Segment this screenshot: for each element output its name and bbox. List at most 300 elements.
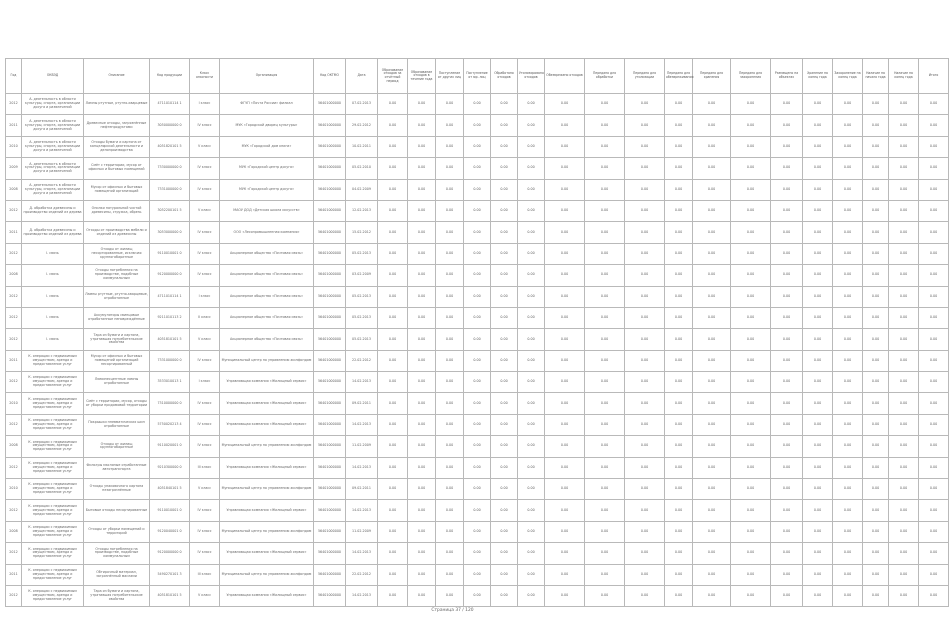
- cell-value: 0.00: [518, 479, 545, 500]
- column-header: Организация: [220, 59, 314, 94]
- cell-value: 0.00: [625, 286, 665, 307]
- table-header-row: [6, 59, 949, 94]
- cell-value: 0.00: [625, 350, 665, 371]
- cell-value: 0.00: [863, 521, 889, 542]
- cell-org: МАОУ ДОД «Детская школа искусств»: [220, 200, 314, 221]
- cell-value: 0.00: [771, 543, 803, 564]
- cell-value: 0.00: [464, 457, 491, 478]
- cell-okved: К. операции с недвижимым имуществом, аренда и предоставление услуг: [22, 436, 84, 457]
- cell-okved: К. операции с недвижимым имуществом, аренда и предоставление услуг: [22, 500, 84, 521]
- column-header: Передано для захоронения: [731, 59, 771, 94]
- cell-value: 0.00: [545, 585, 585, 606]
- cell-oktmo: 56401000000: [314, 564, 346, 585]
- cell-value: 0.00: [408, 329, 436, 350]
- table-row: [6, 307, 949, 328]
- cell-value: 0.00: [491, 179, 518, 200]
- cell-value: 0.00: [518, 543, 545, 564]
- cell-value: 0.00: [491, 521, 518, 542]
- cell-value: 0.00: [545, 243, 585, 264]
- cell-value: 0.00: [863, 543, 889, 564]
- cell-oktmo: 56401000000: [314, 350, 346, 371]
- cell-oktmo: 56401000000: [314, 500, 346, 521]
- cell-value: 0.00: [408, 414, 436, 435]
- cell-value: 0.00: [464, 136, 491, 157]
- cell-value: 0.00: [545, 500, 585, 521]
- cell-value: 0.00: [665, 543, 693, 564]
- cell-value: 0.00: [919, 179, 949, 200]
- cell-value: 0.00: [863, 585, 889, 606]
- cell-value: 0.00: [491, 500, 518, 521]
- cell-date: 29.02.2012: [346, 115, 378, 136]
- cell-code: 4051820101 5: [150, 136, 190, 157]
- cell-hazard: IV класс: [190, 115, 220, 136]
- cell-hazard: V класс: [190, 329, 220, 350]
- cell-year: 2010: [6, 479, 22, 500]
- cell-value: 0.00: [408, 265, 436, 286]
- cell-value: 0.00: [585, 158, 625, 179]
- cell-date: 15.02.2012: [346, 222, 378, 243]
- cell-oktmo: 56401000000: [314, 265, 346, 286]
- table-row: [6, 94, 949, 115]
- cell-value: 0.00: [731, 136, 771, 157]
- cell-value: 0.00: [665, 158, 693, 179]
- cell-value: 0.00: [585, 393, 625, 414]
- cell-value: 0.00: [518, 222, 545, 243]
- cell-value: 0.00: [378, 393, 408, 414]
- cell-value: 0.00: [889, 158, 919, 179]
- cell-value: 0.00: [731, 115, 771, 136]
- cell-org: Муниципальный центр по управлению жилфондом: [220, 521, 314, 542]
- cell-value: 0.00: [693, 179, 731, 200]
- cell-code: 4711010114 1: [150, 286, 190, 307]
- cell-value: 0.00: [625, 307, 665, 328]
- cell-value: 0.00: [408, 115, 436, 136]
- cell-value: 0.00: [693, 200, 731, 221]
- column-header: Поступление от юр. лиц: [464, 59, 491, 94]
- cell-value: 0.00: [625, 329, 665, 350]
- cell-value: 0.00: [625, 543, 665, 564]
- cell-okved: Д. обработка древесины и производство изделий из дерева: [22, 200, 84, 221]
- cell-value: 0.00: [378, 265, 408, 286]
- cell-oktmo: 56401000000: [314, 158, 346, 179]
- cell-code: 9210300000 0: [150, 457, 190, 478]
- cell-value: 0.00: [408, 94, 436, 115]
- cell-value: 0.00: [863, 479, 889, 500]
- cell-value: 0.00: [803, 564, 833, 585]
- cell-value: 0.00: [585, 243, 625, 264]
- cell-value: 0.00: [833, 521, 863, 542]
- cell-value: 0.00: [919, 243, 949, 264]
- cell-value: 0.00: [803, 479, 833, 500]
- cell-value: 0.00: [863, 179, 889, 200]
- cell-value: 0.00: [436, 286, 464, 307]
- cell-value: 0.00: [464, 500, 491, 521]
- cell-org: Муниципальный центр по управлению жилфондом: [220, 479, 314, 500]
- column-header: ОКВЭД: [22, 59, 84, 94]
- column-header: Код ОКТМО: [314, 59, 346, 94]
- cell-code: 3053000000 0: [150, 222, 190, 243]
- cell-value: 0.00: [464, 521, 491, 542]
- cell-value: 0.00: [833, 543, 863, 564]
- cell-okved: I. связь: [22, 265, 84, 286]
- table-row: [6, 543, 949, 564]
- cell-value: 0.00: [833, 307, 863, 328]
- cell-value: 0.00: [833, 222, 863, 243]
- table-row: [6, 158, 949, 179]
- cell-value: 0.00: [889, 414, 919, 435]
- cell-value: 0.00: [545, 265, 585, 286]
- cell-value: 0.00: [378, 414, 408, 435]
- cell-value: 0.00: [464, 543, 491, 564]
- cell-value: 0.00: [803, 372, 833, 393]
- table-row: [6, 243, 949, 264]
- cell-value: 0.00: [436, 372, 464, 393]
- column-header: Передано для обработки: [585, 59, 625, 94]
- cell-value: 0.00: [833, 200, 863, 221]
- cell-code: 9110010001 0: [150, 243, 190, 264]
- cell-value: 0.00: [408, 521, 436, 542]
- cell-value: 0.00: [771, 372, 803, 393]
- cell-value: 0.00: [491, 457, 518, 478]
- cell-value: 0.00: [518, 136, 545, 157]
- cell-value: 0.00: [863, 265, 889, 286]
- cell-okved: А. деятельность в области культуры, спорта, организации досуга и развлечений: [22, 94, 84, 115]
- cell-value: 0.00: [464, 265, 491, 286]
- column-header: Обезврежено отходов: [545, 59, 585, 94]
- cell-okved: I. связь: [22, 286, 84, 307]
- cell-value: 0.00: [665, 200, 693, 221]
- cell-year: 2008: [6, 436, 22, 457]
- cell-value: 0.00: [378, 479, 408, 500]
- cell-value: 0.00: [889, 479, 919, 500]
- cell-value: 0.00: [464, 329, 491, 350]
- cell-value: 0.00: [408, 350, 436, 371]
- column-header: Поступление от других лиц: [436, 59, 464, 94]
- cell-value: 0.00: [408, 222, 436, 243]
- cell-value: 0.00: [585, 479, 625, 500]
- cell-value: 0.00: [436, 457, 464, 478]
- cell-value: 0.00: [665, 393, 693, 414]
- cell-value: 0.00: [464, 243, 491, 264]
- cell-value: 0.00: [585, 543, 625, 564]
- cell-value: 0.00: [803, 500, 833, 521]
- cell-org: Управляющая компания «Жилищный сервис»: [220, 500, 314, 521]
- cell-value: 0.00: [731, 265, 771, 286]
- column-header: Образование отходов за отчётный период: [378, 59, 408, 94]
- cell-value: 0.00: [803, 329, 833, 350]
- cell-value: 0.00: [803, 436, 833, 457]
- cell-code: 3052200101 5: [150, 200, 190, 221]
- cell-value: 0.00: [378, 243, 408, 264]
- cell-value: 0.00: [833, 414, 863, 435]
- cell-value: 0.00: [585, 564, 625, 585]
- cell-value: 0.00: [585, 200, 625, 221]
- cell-value: 0.00: [693, 521, 731, 542]
- cell-hazard: V класс: [190, 200, 220, 221]
- cell-value: 0.00: [545, 179, 585, 200]
- column-header: Обработано отходов: [491, 59, 518, 94]
- cell-value: 0.00: [491, 94, 518, 115]
- cell-value: 0.00: [408, 372, 436, 393]
- cell-value: 0.00: [491, 564, 518, 585]
- cell-value: 0.00: [833, 243, 863, 264]
- cell-value: 0.00: [436, 479, 464, 500]
- column-header: Итого: [919, 59, 949, 94]
- cell-value: 0.00: [491, 136, 518, 157]
- cell-value: 0.00: [625, 457, 665, 478]
- cell-value: 0.00: [625, 94, 665, 115]
- cell-value: 0.00: [665, 564, 693, 585]
- cell-value: 0.00: [889, 243, 919, 264]
- cell-date: 22.02.2012: [346, 350, 378, 371]
- cell-value: 0.00: [693, 479, 731, 500]
- cell-year: 2012: [6, 200, 22, 221]
- cell-value: 0.00: [919, 350, 949, 371]
- cell-value: 0.00: [863, 200, 889, 221]
- cell-value: 0.00: [665, 457, 693, 478]
- cell-value: 0.00: [665, 115, 693, 136]
- cell-value: 0.00: [863, 414, 889, 435]
- cell-value: 0.00: [889, 329, 919, 350]
- cell-hazard: V класс: [190, 585, 220, 606]
- cell-hazard: II класс: [190, 307, 220, 328]
- column-header: Передано для утилизации: [625, 59, 665, 94]
- cell-value: 0.00: [378, 564, 408, 585]
- cell-value: 0.00: [863, 372, 889, 393]
- cell-oktmo: 56401000000: [314, 94, 346, 115]
- cell-value: 0.00: [491, 436, 518, 457]
- cell-value: 0.00: [625, 158, 665, 179]
- cell-code: 4051810101 5: [150, 329, 190, 350]
- cell-value: 0.00: [693, 372, 731, 393]
- cell-year: 2012: [6, 372, 22, 393]
- cell-okved: К. операции с недвижимым имуществом, аренда и предоставление услуг: [22, 372, 84, 393]
- cell-value: 0.00: [408, 393, 436, 414]
- cell-value: 0.00: [731, 521, 771, 542]
- cell-value: 0.00: [665, 136, 693, 157]
- cell-value: 0.00: [518, 286, 545, 307]
- cell-code: 7330000000 0: [150, 158, 190, 179]
- cell-value: 0.00: [491, 158, 518, 179]
- cell-value: 0.00: [919, 500, 949, 521]
- cell-okved: Д. обработка древесины и производство изделий из дерева: [22, 222, 84, 243]
- cell-org: Акционерное общество «Почтовая связь»: [220, 286, 314, 307]
- cell-date: 14.02.2013: [346, 543, 378, 564]
- cell-value: 0.00: [771, 286, 803, 307]
- cell-value: 0.00: [464, 564, 491, 585]
- cell-year: 2012: [6, 414, 22, 435]
- column-header: Класс опасности: [190, 59, 220, 94]
- table-row: [6, 521, 949, 542]
- cell-desc: Смёт с территории, мусор от офисных и бытовых помещений: [84, 158, 150, 179]
- cell-date: 11.02.2009: [346, 521, 378, 542]
- cell-value: 0.00: [585, 136, 625, 157]
- cell-value: 0.00: [731, 222, 771, 243]
- cell-value: 0.00: [545, 158, 585, 179]
- cell-value: 0.00: [693, 457, 731, 478]
- cell-date: 05.02.2013: [346, 286, 378, 307]
- table-row: [6, 179, 949, 200]
- cell-value: 0.00: [833, 179, 863, 200]
- cell-value: 0.00: [731, 286, 771, 307]
- cell-date: 11.02.2009: [346, 436, 378, 457]
- waste-report-table: [5, 58, 949, 607]
- cell-value: 0.00: [771, 393, 803, 414]
- cell-value: 0.00: [863, 457, 889, 478]
- cell-value: 0.00: [771, 200, 803, 221]
- cell-value: 0.00: [625, 115, 665, 136]
- cell-value: 0.00: [408, 200, 436, 221]
- cell-code: 4711010114 1: [150, 94, 190, 115]
- cell-value: 0.00: [833, 564, 863, 585]
- cell-date: 14.02.2013: [346, 372, 378, 393]
- cell-value: 0.00: [408, 158, 436, 179]
- cell-year: 2011: [6, 350, 22, 371]
- cell-value: 0.00: [731, 500, 771, 521]
- cell-value: 0.00: [436, 500, 464, 521]
- cell-value: 0.00: [833, 286, 863, 307]
- cell-desc: Лампы ртутные, ртутно-кварцевые: [84, 94, 150, 115]
- cell-code: 4051810101 5: [150, 585, 190, 606]
- cell-desc: Отходы от производства мебели и изделий из древесины: [84, 222, 150, 243]
- cell-value: 0.00: [545, 457, 585, 478]
- cell-value: 0.00: [436, 564, 464, 585]
- cell-value: 0.00: [408, 500, 436, 521]
- cell-value: 0.00: [731, 307, 771, 328]
- cell-okved: К. операции с недвижимым имуществом, аренда и предоставление услуг: [22, 521, 84, 542]
- cell-year: 2012: [6, 457, 22, 478]
- cell-value: 0.00: [378, 115, 408, 136]
- cell-value: 0.00: [731, 329, 771, 350]
- cell-value: 0.00: [408, 585, 436, 606]
- cell-value: 0.00: [771, 243, 803, 264]
- cell-value: 0.00: [665, 243, 693, 264]
- cell-value: 0.00: [518, 243, 545, 264]
- cell-value: 0.00: [803, 243, 833, 264]
- cell-hazard: IV класс: [190, 179, 220, 200]
- cell-value: 0.00: [803, 94, 833, 115]
- cell-okved: I. связь: [22, 307, 84, 328]
- cell-value: 0.00: [833, 136, 863, 157]
- cell-value: 0.00: [731, 393, 771, 414]
- cell-value: 0.00: [545, 94, 585, 115]
- cell-value: 0.00: [771, 436, 803, 457]
- cell-value: 0.00: [863, 350, 889, 371]
- cell-okved: К. операции с недвижимым имуществом, аренда и предоставление услуг: [22, 350, 84, 371]
- cell-desc: Люминесцентные лампы отработанные: [84, 372, 150, 393]
- cell-value: 0.00: [919, 457, 949, 478]
- cell-value: 0.00: [464, 222, 491, 243]
- cell-value: 0.00: [408, 457, 436, 478]
- cell-okved: А. деятельность в области культуры, спорта, организации досуга и развлечений: [22, 115, 84, 136]
- cell-hazard: III класс: [190, 564, 220, 585]
- cell-oktmo: 56401000000: [314, 436, 346, 457]
- cell-desc: Отходы упаковочного картона незагрязнённые: [84, 479, 150, 500]
- cell-year: 2012: [6, 543, 22, 564]
- cell-value: 0.00: [436, 436, 464, 457]
- cell-value: 0.00: [408, 564, 436, 585]
- cell-okved: А. деятельность в области культуры, спорта, организации досуга и развлечений: [22, 136, 84, 157]
- cell-date: 04.02.2009: [346, 179, 378, 200]
- cell-year: 2012: [6, 94, 22, 115]
- cell-value: 0.00: [889, 115, 919, 136]
- cell-desc: Отходы от жилищ крупногабаритные: [84, 436, 150, 457]
- cell-value: 0.00: [518, 350, 545, 371]
- cell-desc: Отходы от жилищ несортированные, исключая крупногабаритные: [84, 243, 150, 264]
- cell-desc: Мусор от офисных и бытовых помещений организаций: [84, 179, 150, 200]
- cell-desc: Отходы потребления на производстве, подобные коммунальным: [84, 543, 150, 564]
- cell-hazard: IV класс: [190, 393, 220, 414]
- cell-value: 0.00: [436, 350, 464, 371]
- cell-value: 0.00: [585, 436, 625, 457]
- cell-desc: Смёт с территории, мусор, отходы от уборки придомовой территории: [84, 393, 150, 414]
- cell-value: 0.00: [693, 564, 731, 585]
- cell-year: 2011: [6, 115, 22, 136]
- cell-value: 0.00: [803, 350, 833, 371]
- cell-value: 0.00: [518, 94, 545, 115]
- cell-value: 0.00: [545, 543, 585, 564]
- cell-value: 0.00: [545, 307, 585, 328]
- cell-value: 0.00: [771, 136, 803, 157]
- cell-value: 0.00: [625, 564, 665, 585]
- cell-value: 0.00: [889, 222, 919, 243]
- table-row: [6, 350, 949, 371]
- cell-value: 0.00: [693, 543, 731, 564]
- cell-value: 0.00: [833, 350, 863, 371]
- table-row: [6, 414, 949, 435]
- cell-value: 0.00: [518, 414, 545, 435]
- cell-value: 0.00: [665, 222, 693, 243]
- cell-value: 0.00: [693, 436, 731, 457]
- cell-value: 0.00: [833, 436, 863, 457]
- cell-value: 0.00: [518, 585, 545, 606]
- cell-value: 0.00: [771, 585, 803, 606]
- cell-value: 0.00: [665, 479, 693, 500]
- cell-value: 0.00: [863, 329, 889, 350]
- cell-value: 0.00: [665, 372, 693, 393]
- cell-value: 0.00: [833, 265, 863, 286]
- cell-value: 0.00: [803, 115, 833, 136]
- cell-value: 0.00: [693, 329, 731, 350]
- cell-year: 2008: [6, 265, 22, 286]
- table-row: [6, 585, 949, 606]
- cell-value: 0.00: [378, 457, 408, 478]
- cell-value: 0.00: [833, 372, 863, 393]
- cell-org: МУК «Городской центр досуга»: [220, 179, 314, 200]
- cell-hazard: I класс: [190, 372, 220, 393]
- cell-value: 0.00: [919, 286, 949, 307]
- cell-okved: К. операции с недвижимым имуществом, аренда и предоставление услуг: [22, 414, 84, 435]
- cell-value: 0.00: [665, 329, 693, 350]
- cell-org: ФГУП «Почта России» филиал: [220, 94, 314, 115]
- cell-year: 2008: [6, 179, 22, 200]
- cell-org: Муниципальный центр по управлению жилфондом: [220, 436, 314, 457]
- cell-org: Управляющая компания «Жилищный сервис»: [220, 543, 314, 564]
- column-header: Образование отходов в течение года: [408, 59, 436, 94]
- column-header: Наличие на начало года: [863, 59, 889, 94]
- cell-value: 0.00: [378, 521, 408, 542]
- cell-value: 0.00: [518, 436, 545, 457]
- table-row: [6, 393, 949, 414]
- cell-year: 2009: [6, 158, 22, 179]
- cell-value: 0.00: [919, 564, 949, 585]
- cell-value: 0.00: [889, 94, 919, 115]
- cell-value: 0.00: [491, 243, 518, 264]
- table-row: [6, 286, 949, 307]
- cell-value: 0.00: [625, 521, 665, 542]
- cell-value: 0.00: [436, 414, 464, 435]
- cell-value: 0.00: [803, 585, 833, 606]
